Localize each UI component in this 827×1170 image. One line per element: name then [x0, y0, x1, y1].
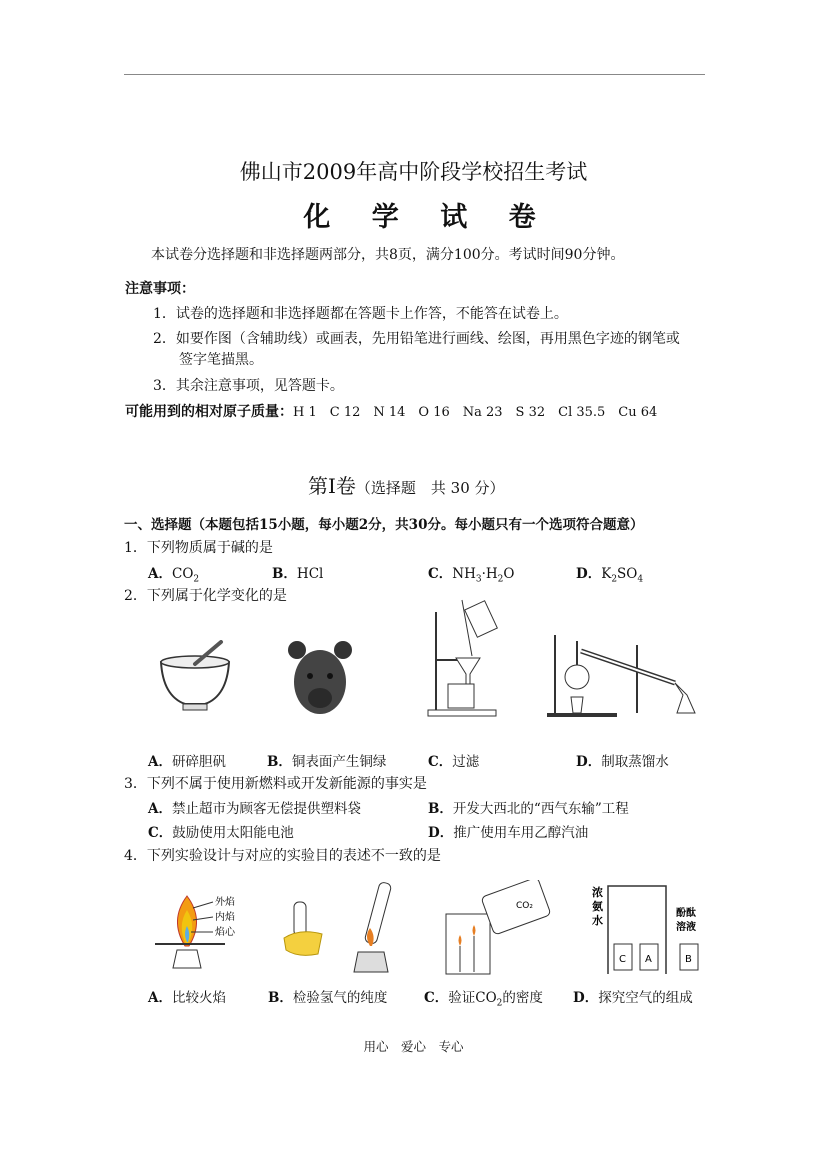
q2-option-b: B．铜表面产生铜绿	[267, 754, 387, 770]
flame-label-inner: 内焰	[215, 912, 235, 923]
q1-option-a: A．$CO_2$	[148, 566, 200, 585]
phenolphthalein-label-2: 溶液	[676, 922, 696, 933]
q2-option-c: C．过滤	[428, 754, 480, 770]
q3-option-d: D．推广使用车用乙醇汽油	[428, 825, 589, 841]
page-footer: 用心 爱心 专心	[363, 1039, 464, 1054]
mortar-pestle-image	[155, 640, 235, 715]
q4-stem: 4．下列实验设计与对应的实验目的表述不一致的是	[124, 848, 441, 864]
q3-stem: 3．下列不属于使用新燃料或开发新能源的事实是	[124, 776, 427, 792]
intro-text: 本试卷分选择题和非选择题两部分，共8页，满分100分。考试时间90分钟。	[151, 247, 625, 263]
filtration-apparatus-image	[422, 598, 502, 720]
exam-subtitle: 化 学 试 卷	[303, 202, 552, 233]
q1-option-b: B．HCl	[272, 566, 324, 582]
q2-option-d: D．制取蒸馏水	[576, 754, 669, 770]
flame-label-outer: 外焰	[215, 897, 235, 908]
liquid-label-1: 浓	[592, 886, 603, 899]
distillation-apparatus-image	[545, 625, 705, 720]
co2-label: CO₂	[516, 901, 533, 911]
phenolphthalein-label-1: 酚酞	[676, 908, 696, 919]
air-composition-experiment-image	[588, 880, 703, 980]
part-heading: 一、选择题（本题包括15小题，每小题2分，共30分。每小题只有一个选项符合题意）	[124, 517, 644, 533]
liquid-label-3: 水	[592, 914, 603, 927]
q4-option-d: D．探究空气的组成	[573, 990, 693, 1006]
header-rule	[124, 74, 705, 75]
q2-stem: 2．下列属于化学变化的是	[124, 588, 287, 604]
notice-item-2-cont: 签字笔描黑。	[179, 352, 263, 368]
section-title-note: （选择题 共 30 分）	[355, 479, 505, 497]
q4-option-b: B．检验氢气的纯度	[268, 990, 388, 1006]
section-title	[308, 470, 505, 499]
atomic-mass-label: 可能用到的相对原子质量：	[125, 404, 293, 420]
notice-item-3: 3．其余注意事项，见答题卡。	[153, 378, 344, 394]
copper-head-image	[285, 638, 355, 718]
notice-item-2: 2．如要作图（含辅助线）或画表，先用铅笔进行画线、绘图，再用黑色字迹的钢笔或	[153, 331, 680, 347]
section-title-main: 第Ⅰ卷	[308, 474, 356, 498]
beaker-label-c: C	[619, 954, 626, 965]
q3-option-a: A．禁止超市为顾客无偿提供塑料袋	[148, 801, 361, 817]
q1-option-c: C．$NH_3\cdot H_2O$	[428, 566, 515, 585]
hydrogen-purity-test-image	[278, 880, 398, 980]
q4-option-a: A．比较火焰	[148, 990, 226, 1006]
atomic-mass-values: H 1 C 12 N 14 O 16 Na 23 S 32 Cl 35.5 Cu 64	[293, 405, 658, 420]
notice-heading: 注意事项：	[125, 281, 195, 297]
q1-option-d: D．$K_2SO_4$	[576, 566, 644, 585]
co2-density-test-image	[438, 880, 556, 980]
beaker-label-a: A	[645, 954, 652, 965]
q3-option-c: C．鼓励使用太阳能电池	[148, 825, 294, 841]
q3-option-b: B．开发大西北的“西气东输”工程	[428, 801, 629, 817]
q4-option-c: C．验证$CO_2$的密度	[424, 990, 543, 1009]
flame-label-core: 焰心	[215, 927, 235, 938]
liquid-label-2: 氨	[592, 900, 603, 913]
beaker-label-b: B	[685, 954, 692, 965]
q1-stem: 1．下列物质属于碱的是	[124, 540, 273, 556]
exam-title: 佛山市2009年高中阶段学校招生考试	[239, 160, 588, 184]
flame-structure-image	[155, 890, 250, 980]
q2-option-a: A．研碎胆矾	[148, 754, 226, 770]
atomic-mass-line	[125, 401, 657, 421]
notice-item-1: 1．试卷的选择题和非选择题都在答题卡上作答，不能答在试卷上。	[153, 306, 568, 322]
